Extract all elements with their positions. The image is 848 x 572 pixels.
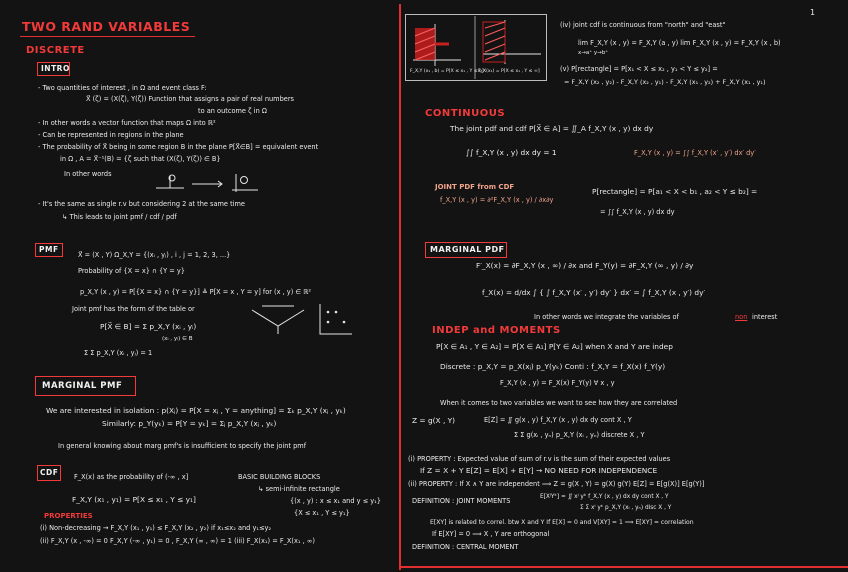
marginal-pdf-label: MARGINAL PDF bbox=[430, 245, 505, 254]
cdf-line: F_X,Y (x₁ , y₁) = P[X ≤ x₁ , Y ≤ y₁] bbox=[72, 495, 196, 504]
prop-line: (v) P[rectangle] = P[x₁ < X ≤ x₂ , y₁ < Y ≤ y₂] = bbox=[560, 65, 718, 73]
properties-heading: PROPERTIES bbox=[44, 512, 93, 520]
joint-pdf-line: f_X,Y (x , y) = ∂²F_X,Y (x , y) / ∂x∂y bbox=[440, 196, 554, 204]
definition-line: E[XY] is related to correl. btw X and Y If E[X] = 0 and V[XY] = 1 ⟹ E[XY] = correlation bbox=[430, 519, 694, 526]
cdf-label: CDF bbox=[40, 468, 59, 477]
cont-line: The joint pdf and cdf P[X⃗ ∈ A] = ∬_A f_X,Y (x , y) dx dy bbox=[450, 124, 654, 133]
marginal-pdf-non: non bbox=[735, 313, 748, 321]
pmf-line: P[X⃗ ∈ B] = Σ p_X,Y (xᵢ , yᵢ) bbox=[100, 322, 197, 331]
definition-line: DEFINITION : JOINT MOMENTS bbox=[412, 497, 511, 505]
bottom-rule bbox=[400, 566, 848, 568]
indep-line: P[X ∈ A₁ , Y ∈ A₂] = P[X ∈ A₁] P[Y ∈ A₂] when X and Y are indep bbox=[436, 342, 673, 351]
prop-line: lim F_X,Y (x , y) = F_X,Y (a , y) lim F_X,Y (x , y) = F_X,Y (x , b) bbox=[578, 39, 781, 47]
diagram-label: F_X,Y (x₁ , b) = P[X ≤ x₁ , Y ≤ b] bbox=[410, 69, 484, 74]
pmf-label: PMF bbox=[39, 245, 59, 254]
pmf-line: Σ Σ p_X,Y (xᵢ , yⱼ) = 1 bbox=[84, 349, 153, 357]
pmf-table-sketch bbox=[248, 300, 358, 342]
mapping-sketch bbox=[148, 168, 278, 196]
intro-line: ↳ This leads to joint pmf / cdf / pdf bbox=[62, 213, 177, 221]
intro-line: X⃗ (ζ) = (X(ζ), Y(ζ)) Function that assigns a pair of real numbers bbox=[86, 95, 294, 103]
prop-line: (iv) joint cdf is continuous from "north" and "east" bbox=[560, 21, 726, 29]
marginal-pdf-line: In other words we integrate the variables of bbox=[534, 313, 679, 321]
intro-label: INTRO bbox=[41, 64, 70, 73]
definition-line: DEFINITION : CENTRAL MOMENT bbox=[412, 543, 519, 551]
joint-pdf-line: = ∫∫ f_X,Y (x , y) dx dy bbox=[600, 208, 675, 216]
intro-line: - In other words a vector function that maps Ω into ℝ² bbox=[38, 119, 216, 127]
property-line: (ii) PROPERTY : If X ∧ Y are independent ⟹ Z = g(X , Y) = g(X) g(Y) E[Z] = E[g(X)] E[g(Y)] bbox=[408, 480, 705, 488]
page-number: 1 bbox=[810, 8, 816, 17]
marginal-pdf-line: f_X(x) = d/dx ∫ { ∫ f_X,Y (x′ , y′) dy′ } dx′ = ∫ f_X,Y (x , y′) dy′ bbox=[482, 288, 706, 297]
joint-pdf-heading: JOINT PDF from CDF bbox=[435, 183, 515, 191]
indep-line: Discrete : p_X,Y = p_X(xⱼ) p_Y(yₖ) Conti : f_X,Y = f_X(x) f_Y(y) bbox=[440, 362, 666, 371]
marginal-pmf-label: MARGINAL PMF bbox=[42, 381, 123, 391]
column-divider bbox=[399, 4, 401, 570]
cont-line: F_X,Y (x , y) = ∫∫ f_X,Y (x′ , y′) dx′ dy′ bbox=[634, 149, 756, 157]
definition-line: E[XʲYᵏ] = ∬ xʲ yᵏ f_X,Y (x , y) dx dy cont X , Y bbox=[540, 494, 669, 500]
marginal-line: In general knowing about marg pmf's is insufficient to specify the joint pmf bbox=[58, 442, 307, 450]
basic-blocks-line: ↳ semi-infinite rectangle bbox=[258, 485, 340, 493]
definition-line: Σ Σ xⁱ yᵏ p_X,Y (xᵢ , yₙ) disc X , Y bbox=[580, 505, 672, 511]
indep-line: When it comes to two variables we want to see how they are correlated bbox=[440, 399, 678, 407]
indep-heading: INDEP and MOMENTS bbox=[432, 325, 561, 336]
page-title: TWO RAND VARIABLES bbox=[22, 19, 191, 34]
intro-line: to an outcome ζ in Ω bbox=[198, 107, 267, 115]
pmf-line: Probability of {X = x} ∩ {Y = y} bbox=[78, 267, 185, 275]
intro-line: - Two quantities of interest , in Ω and event class F: bbox=[38, 84, 207, 92]
marginal-line: Similarly: p_Y(yₖ) = P[Y = yₖ] = Σⱼ p_X,Y (xⱼ , yₖ) bbox=[102, 419, 277, 428]
pmf-line: (xᵢ , yᵢ) ∈ B bbox=[162, 336, 193, 342]
intro-line: In other words bbox=[64, 170, 112, 178]
prop-line: = F_X,Y (x₂ , y₂) - F_X,Y (x₂ , y₁) - F_X,Y (x₁ , y₂) + F_X,Y (x₁ , y₁) bbox=[564, 78, 766, 86]
indep-line: Σ Σ g(xᵢ , yₙ) p_X,Y (xᵢ , yₙ) discrete X , Y bbox=[514, 431, 645, 439]
prop-line: x→a⁺ y→b⁺ bbox=[578, 50, 609, 56]
intro-line: - It's the same as single r.v but considering 2 at the same time bbox=[38, 200, 245, 208]
joint-pdf-line: P[rectangle] = P[a₁ < X < b₁ , a₂ < Y ≤ b₂] = bbox=[592, 187, 758, 196]
basic-blocks-line: {X ≤ x₁ , Y ≤ y₁} bbox=[294, 509, 350, 517]
cdf-line: F_X(x) as the probability of (-∞ , x] bbox=[74, 473, 189, 481]
cont-line: ∫∫ f_X,Y (x , y) dx dy = 1 bbox=[466, 148, 557, 157]
cdf-property: (i) Non-decreasing → F_X,Y (x₁ , y₁) ≤ F_X,Y (x₂ , y₂) if x₁≤x₂ and y₁≤y₂ bbox=[40, 524, 272, 532]
intro-line: in Ω , A = X⃗⁻¹(B) = {ζ such that (X(ζ), Y(ζ)) ∈ B} bbox=[60, 155, 221, 163]
basic-blocks-line: {(x , y) : x ≤ x₁ and y ≤ y₁} bbox=[290, 497, 381, 505]
definition-line: If E[XY] = 0 ⟹ X , Y are orthogonal bbox=[432, 530, 550, 538]
cdf-property: (ii) F_X,Y (x , -∞) = 0 F_X,Y (-∞ , y₁) = 0 , F_X,Y (∞ , ∞) = 1 (iii) F_X(x₁) = F_X(x₁ , ∞) bbox=[40, 537, 315, 545]
indep-line: F_X,Y (x , y) = F_X(x) F_Y(y) ∀ x , y bbox=[500, 379, 615, 387]
marginal-pdf-line: interest bbox=[752, 313, 778, 321]
indep-line: E[Z] = ∬ g(x , y) f_X,Y (x , y) dx dy cont X , Y bbox=[484, 416, 632, 424]
pmf-line: p_X,Y (x , y) = P[{X = x} ∩ {Y = y}] ≜ P[X = x , Y = y] for (x , y) ∈ ℝ² bbox=[80, 288, 312, 296]
pmf-line: Joint pmf has the form of the table or bbox=[72, 305, 195, 313]
title-underline bbox=[20, 36, 195, 37]
property-line: If Z = X + Y E[Z] = E[X] + E[Y] → NO NEED FOR INDEPENDENCE bbox=[420, 466, 658, 475]
marginal-pdf-line: F′_X(x) = ∂F_X,Y (x , ∞) / ∂x and F_Y(y) = ∂F_X,Y (∞ , y) / ∂y bbox=[476, 261, 694, 270]
property-line: (i) PROPERTY : Expected value of sum of r.v is the sum of their expected values bbox=[408, 455, 671, 463]
discrete-heading: DISCRETE bbox=[26, 45, 85, 56]
intro-line: - Can be represented in regions in the plane bbox=[38, 131, 184, 139]
pmf-line: X⃗ = (X , Y) Ω_X,Y = {(xᵢ , yⱼ) , i , j = 1, 2, 3, ...} bbox=[78, 251, 231, 259]
marginal-line: We are interested in isolation : p(Xⱼ) = P[X = xⱼ , Y = anything] = Σₖ p_X,Y (xⱼ , yₖ) bbox=[46, 406, 346, 415]
continuous-heading: CONTINUOUS bbox=[425, 108, 506, 119]
intro-line: - The probability of X⃗ being in some region B in the plane P[X⃗∈B] = equivalent event bbox=[38, 143, 319, 151]
diagram-label: F_X(x₁) = P[X ≤ x₁ , Y ≤ ∞] bbox=[478, 69, 540, 74]
basic-blocks-line: BASIC BUILDING BLOCKS bbox=[238, 473, 321, 481]
indep-line: Z = g(X , Y) bbox=[412, 416, 456, 425]
